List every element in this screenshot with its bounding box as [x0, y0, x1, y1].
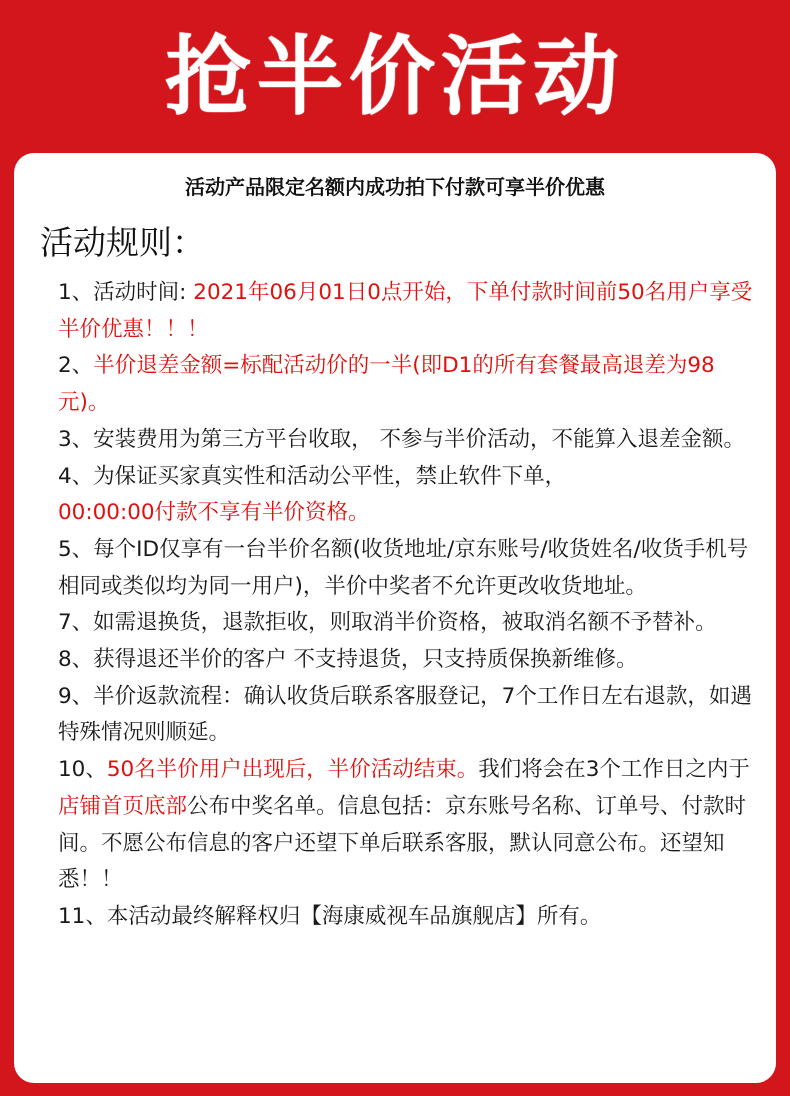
rule-text: 1、活动时间: — [58, 280, 194, 305]
rule-item — [58, 532, 758, 605]
rule-text: 8、获得退还半价的客户 不支持退货，只支持质保换新维修。 — [58, 647, 638, 673]
rule-text: 5、每个ID仅享有一台半价名额(收货地址/京东账号/收货姓名/收货手机号相同或类似均为同一用户)，半价中奖者不允许更改收货地址。 — [58, 536, 749, 599]
rule-highlight-text: 00:00:00付款不享有半价资格。 — [58, 500, 370, 526]
rule-item — [58, 348, 758, 421]
rule-text: 3、安装费用为第三方平台收取， 不参与半价活动，不能算入退差金额。 — [58, 426, 746, 452]
rule-highlight-text: 半价退差金额=标配活动价的一半(即D1的所有套餐最高退差为98元)。 — [58, 353, 715, 416]
rule-text: 4、为保证买家真实性和活动公平性，禁止软件下单， — [58, 463, 567, 489]
rule-text: 11、本活动最终解释权归【海康威视车品旗舰店】所有。 — [58, 903, 602, 929]
rule-item — [58, 605, 758, 642]
rule-item — [58, 679, 758, 752]
rule-highlight-text: 50名半价用户出现后，半价活动结束。 — [106, 757, 479, 783]
rule-item — [58, 275, 758, 348]
rule-item — [58, 899, 758, 936]
rules-card — [14, 153, 776, 1083]
rule-text: 我们将会在3个工作日之内于 — [478, 757, 750, 783]
rule-text: 7、如需退换货，退款拒收，则取消半价资格，被取消名额不予替补。 — [58, 610, 717, 636]
rule-item — [58, 459, 758, 532]
rule-highlight-text: 2021年06月01日0点开始，下单付款时间前50名用户享受半价优惠！！！ — [58, 280, 753, 342]
rule-text: 2、 — [58, 353, 94, 379]
rule-text: 9、半价返款流程：确认收货后联系客服登记，7个工作日左右退款，如遇特殊情况则顺延。 — [58, 683, 752, 746]
rule-item — [58, 752, 758, 899]
banner-title: 抢半价活动 — [165, 27, 625, 127]
rules-heading: 活动规则： — [40, 223, 205, 262]
promo-subtitle: 活动产品限定名额内成功拍下付款可享半价优惠 — [185, 175, 605, 199]
rule-highlight-text: 店铺首页底部 — [58, 793, 188, 819]
rule-text: 10、 — [58, 757, 107, 783]
rules-list — [58, 275, 758, 936]
rule-item — [58, 422, 758, 459]
rule-text: 公布中奖名单。信息包括：京东账号名称、订单号、付款时间。不愿公布信息的客户还望下单后联系客服，默认同意公布。还望知悉！！ — [58, 793, 747, 893]
rule-item — [58, 642, 758, 679]
